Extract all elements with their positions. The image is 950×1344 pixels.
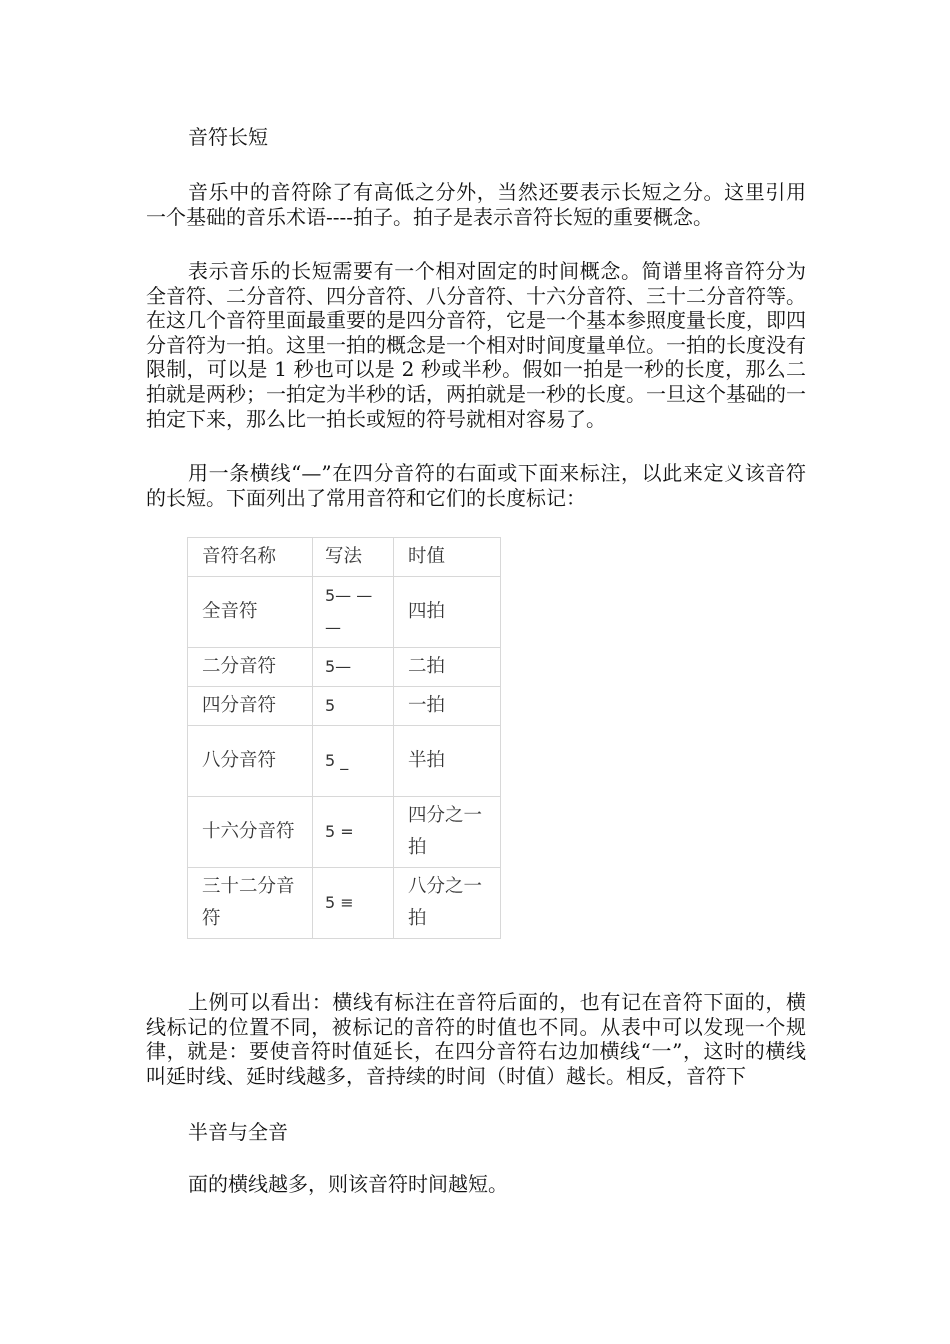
note-name-cell: 全音符 xyxy=(188,577,313,648)
table-header-row xyxy=(188,538,501,577)
table-row xyxy=(188,577,501,648)
paragraph-2: 表示音乐的长短需要有一个相对固定的时间概念。简谱里将音符分为全音符、二分音符、四分音符、八分音符、十六分音符、三十二分音符等。在这几个音符里面最重要的是四分音符，它是一个基本参照度量长度，即四分音符为一拍。这里一拍的概念是一个相对时间度量单位。一拍的长度没有限制，可以是 1 秒也可以是 2 秒或半秒。假如一拍是一秒的长度，那么二拍就是两秒；一拍定为半秒的话，两拍就是一秒的长度。一旦这个基础的一拍定下来，那么比一拍长或短的符号就相对容易了。 xyxy=(146,259,806,431)
paragraph-3: 用一条横线“—”在四分音符的右面或下面来标注，以此来定义该音符的长短。下面列出了常用音符和它们的长度标记： xyxy=(146,461,806,510)
table-row xyxy=(188,726,501,797)
table-header-cell: 时值 xyxy=(394,538,501,577)
table-header-cell: 音符名称 xyxy=(188,538,313,577)
duration-cell: 一拍 xyxy=(394,687,501,726)
notation-cell: 5— xyxy=(313,648,394,687)
note-name-cell: 四分音符 xyxy=(188,687,313,726)
duration-cell: 半拍 xyxy=(394,726,501,797)
note-name-cell: 二分音符 xyxy=(188,648,313,687)
notation-cell: 5 = xyxy=(313,797,394,868)
notation-cell: 5 xyxy=(313,687,394,726)
paragraph-5: 面的横线越多，则该音符时间越短。 xyxy=(188,1172,508,1196)
notation-cell: 5 _ xyxy=(313,726,394,797)
duration-cell: 四拍 xyxy=(394,577,501,648)
table-row xyxy=(188,648,501,687)
table-header-cell: 写法 xyxy=(313,538,394,577)
table-row xyxy=(188,868,501,939)
table-row xyxy=(188,687,501,726)
note-name-cell: 八分音符 xyxy=(188,726,313,797)
notation-cell: 5— — — xyxy=(313,577,394,648)
notation-cell: 5 ≡ xyxy=(313,868,394,939)
duration-cell: 二拍 xyxy=(394,648,501,687)
table-row xyxy=(188,797,501,868)
section-heading-duration: 音符长短 xyxy=(188,125,268,149)
paragraph-1: 音乐中的音符除了有高低之分外，当然还要表示长短之分。这里引用一个基础的音乐术语----拍子。拍子是表示音符长短的重要概念。 xyxy=(146,180,806,229)
duration-cell: 八分之一拍 xyxy=(394,868,501,939)
section-heading-semitone: 半音与全音 xyxy=(188,1120,288,1144)
note-name-cell: 十六分音符 xyxy=(188,797,313,868)
note-name-cell: 三十二分音符 xyxy=(188,868,313,939)
paragraph-4: 上例可以看出：横线有标注在音符后面的，也有记在音符下面的，横线标记的位置不同，被标记的音符的时值也不同。从表中可以发现一个规律，就是：要使音符时值延长，在四分音符右边加横线“一”，这时的横线叫延时线、延时线越多，音持续的时间（时值）越长。相反，音符下 xyxy=(146,990,806,1088)
duration-cell: 四分之一拍 xyxy=(394,797,501,868)
note-duration-table xyxy=(187,537,501,939)
